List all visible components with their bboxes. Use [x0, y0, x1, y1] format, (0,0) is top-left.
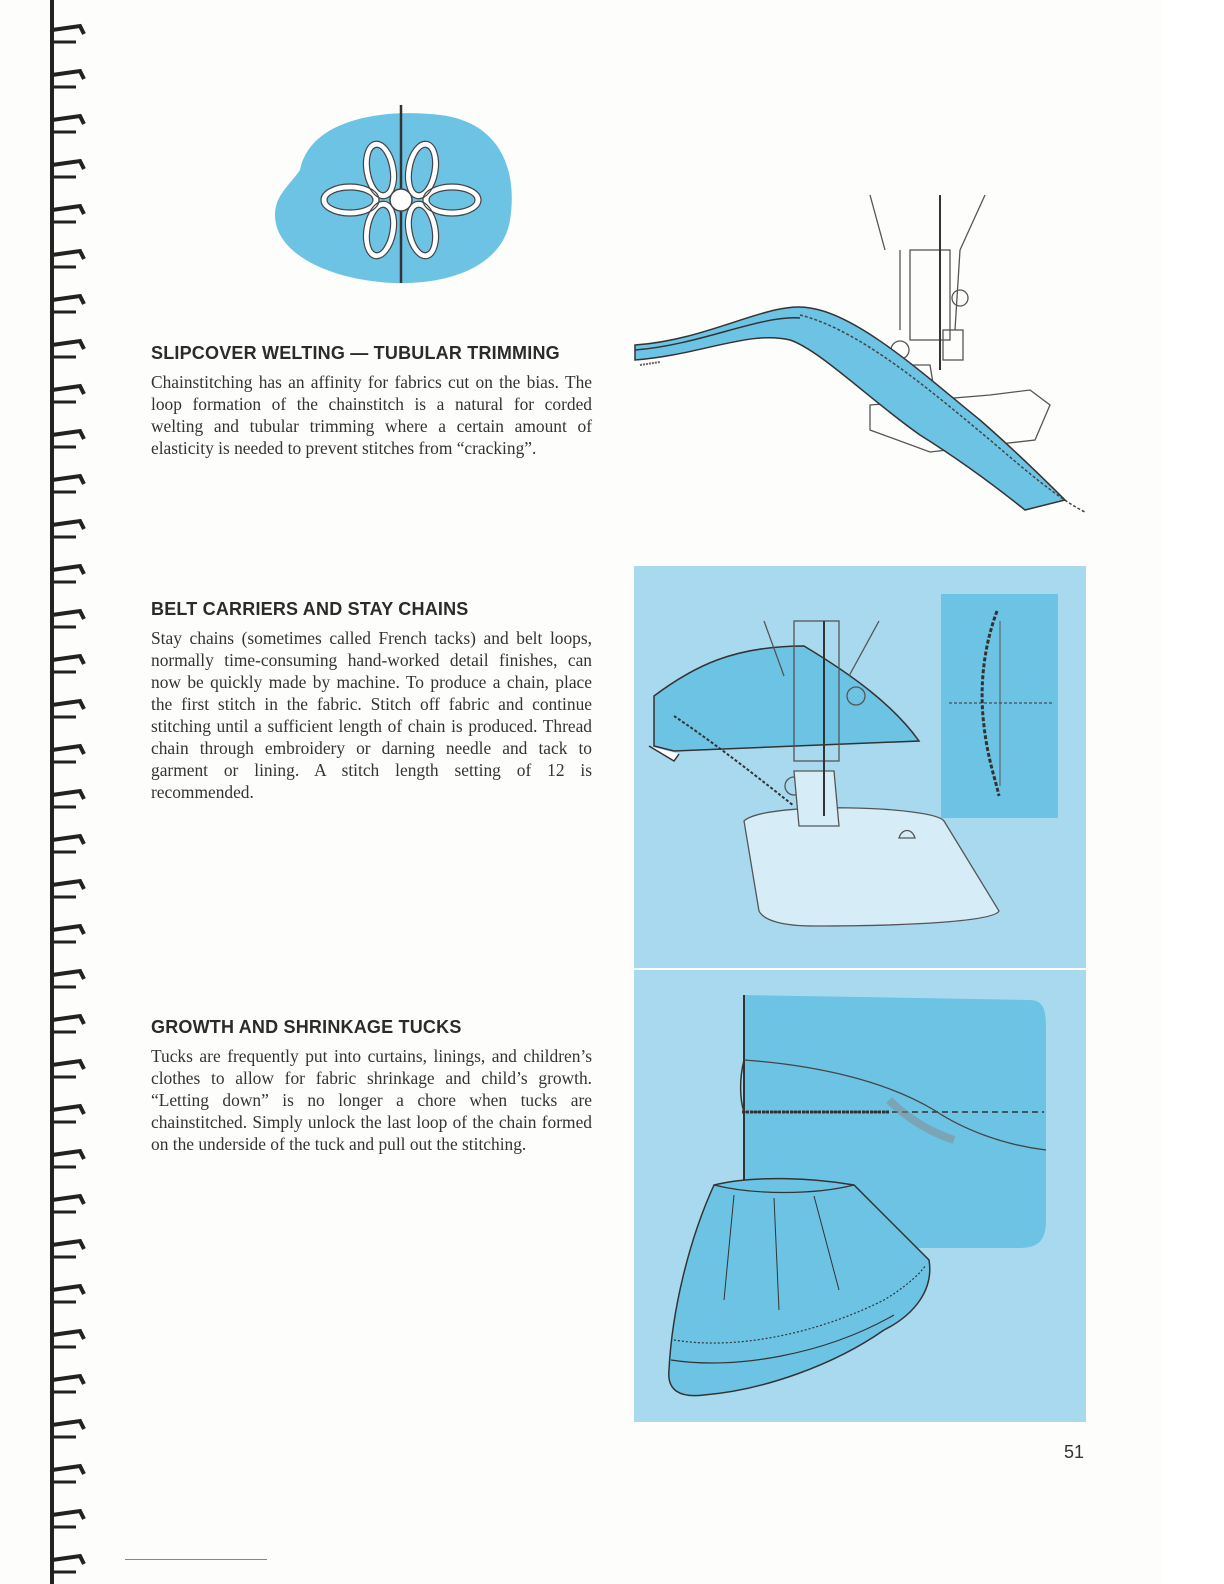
binding-coil: [52, 521, 84, 529]
binding-coil: [52, 1286, 84, 1294]
binding-coil: [52, 251, 84, 259]
binding-coil: [52, 26, 84, 34]
divider-line: [125, 1559, 267, 1560]
binding-coil: [52, 71, 84, 79]
binding-coil: [52, 206, 84, 214]
binding-coil: [52, 1376, 84, 1384]
section-title-belt-carriers: BELT CARRIERS AND STAY CHAINS: [151, 599, 469, 619]
binding-coil: [52, 476, 84, 484]
section-body-belt-carriers: Stay chains (sometimes called French tacks) and belt loops, normally time-consuming hand-worked detail finishes, can now be quickly made by machine. To produce a chain, place the first stitch in the fabric. Stitch off fabric and continue stitching until a sufficient length of chain is produced. Thread chain through embroidery or darning needle and tack to garment or lining. A stitch length setting of 12 is recommended.: [151, 628, 592, 802]
binding-coil: [52, 701, 84, 709]
chinese-knot-icon: [270, 100, 520, 290]
welting-sewing-icon: [630, 190, 1090, 520]
binding-coil: [52, 431, 84, 439]
binding-coil: [52, 971, 84, 979]
binding-coil: [52, 1106, 84, 1114]
binding-coil: [52, 836, 84, 844]
binding-coil: [52, 566, 84, 574]
binding-coil: [52, 1061, 84, 1069]
binding-coil: [52, 116, 84, 124]
binding-coil: [52, 1241, 84, 1249]
binding-coil: [52, 656, 84, 664]
stay-chain-sewing-icon: [634, 566, 1086, 968]
section-body-slipcover: Chainstitching has an affinity for fabrics cut on the bias. The loop formation of the chainstitch is a natural for corded welting and tubular trimming where a certain amount of elasticity is needed to prevent stitches from “cracking”.: [151, 372, 592, 458]
binding-coil: [52, 1016, 84, 1024]
binding-coil: [52, 926, 84, 934]
spiral-binding: [40, 0, 100, 1584]
binding-coil: [52, 1556, 84, 1564]
binding-coil: [52, 1511, 84, 1519]
section-title-tucks: GROWTH AND SHRINKAGE TUCKS: [151, 1017, 462, 1037]
binding-coil: [52, 791, 84, 799]
binding-coil: [52, 386, 84, 394]
tuck-skirt-icon: [634, 970, 1086, 1422]
binding-coil: [52, 746, 84, 754]
binding-coil: [52, 1331, 84, 1339]
binding-coil: [52, 161, 84, 169]
binding-coil: [52, 1421, 84, 1429]
binding-coil: [52, 341, 84, 349]
binding-coil: [52, 1466, 84, 1474]
section-body-tucks: Tucks are frequently put into curtains, linings, and children’s clothes to allow for fabric shrinkage and child’s growth. “Letting down” is no longer a chore when tucks are chainstitched. Simply unlock the last loop of the chain formed on the underside of the tuck and pull out the stitching.: [151, 1046, 592, 1154]
binding-coil: [52, 1151, 84, 1159]
binding-coil: [52, 881, 84, 889]
section-title-slipcover: SLIPCOVER WELTING — TUBULAR TRIMMING: [151, 343, 560, 363]
page-number: 51: [1064, 1442, 1085, 1462]
binding-coil: [52, 1196, 84, 1204]
binding-coil: [52, 296, 84, 304]
binding-coil: [52, 611, 84, 619]
